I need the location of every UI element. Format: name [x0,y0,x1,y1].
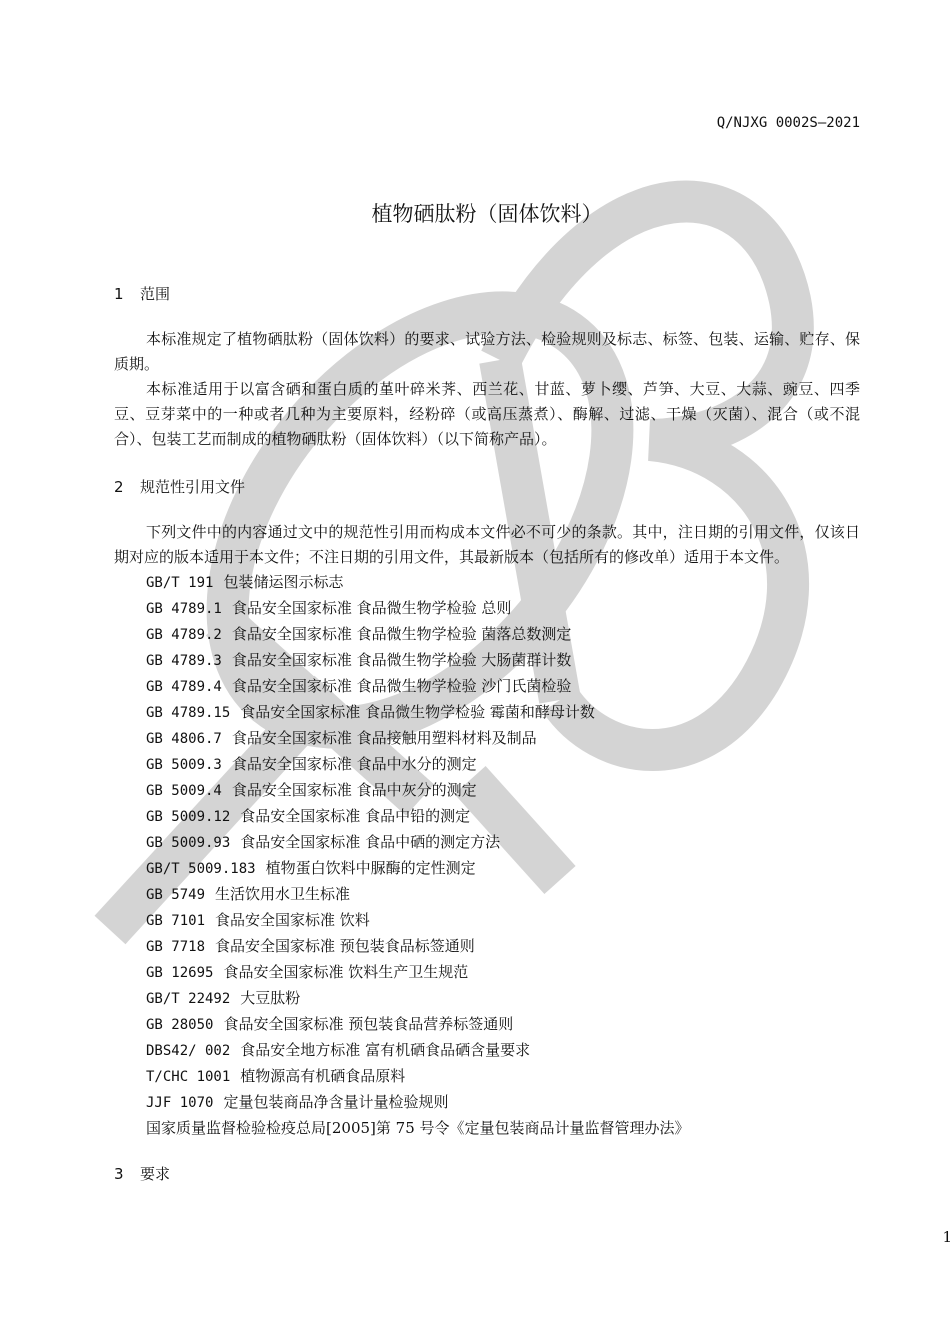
reference-code: GB 7101 [146,913,206,929]
reference-code: GB 5009.4 [146,783,222,799]
standard-code: Q/NJXG 0002S—2021 [716,115,860,131]
reference-code: GB 5009.12 [146,809,231,825]
reference-title: 食品安全地方标准 富有机硒食品硒含量要求 [240,1041,531,1059]
reference-code: GB 4789.1 [146,601,222,617]
section-2-paragraph-1: 下列文件中的内容通过文中的规范性引用而构成本文件必不可少的条款。其中，注日期的引用文件，仅该日期对应的版本适用于本文件；不注日期的引用文件，其最新版本（包括所有的修改单）适用于本文件。 [114,523,860,566]
reference-item [146,752,860,778]
reference-title: 生活饮用水卫生标准 [215,885,351,903]
reference-code: GB 4789.15 [146,705,231,721]
reference-code: GB 4789.2 [146,627,222,643]
reference-title: 食品安全国家标准 食品微生物学检验 大肠菌群计数 [231,651,572,669]
reference-title: 大豆肽粉 [240,989,301,1007]
reference-item [146,570,860,596]
section-2-heading: 2 规范性引用文件 [114,478,246,496]
section-3-heading: 3 要求 [114,1165,171,1183]
reference-code: GB 12695 [146,965,214,981]
reference-code: GB 5009.3 [146,757,222,773]
reference-item [146,1116,860,1141]
reference-title: 食品安全国家标准 预包装食品营养标签通则 [223,1015,514,1033]
reference-code: GB/T 22492 [146,991,231,1007]
page-number: 1 [942,1228,952,1246]
reference-title: 国家质量监督检验检疫总局[2005]第 75 号令《定量包装商品计量监督管理办法》 [146,1119,690,1137]
reference-item [146,986,860,1012]
reference-code: GB/T 191 [146,575,214,591]
reference-code: GB 4789.4 [146,679,222,695]
reference-item [146,1012,860,1038]
reference-item [146,596,860,622]
reference-title: 食品安全国家标准 预包装食品标签通则 [215,937,475,955]
reference-item [146,908,860,934]
document-title: 植物硒肽粉（固体饮料） [371,202,603,226]
reference-title: 食品安全国家标准 食品微生物学检验 菌落总数测定 [231,625,572,643]
reference-item [146,622,860,648]
reference-item [146,726,860,752]
reference-code: GB 5749 [146,887,206,903]
reference-title: 食品安全国家标准 食品微生物学检验 霉菌和酵母计数 [240,703,595,721]
reference-item [146,856,860,882]
reference-item [146,960,860,986]
reference-code: DBS42/ 002 [146,1043,231,1059]
reference-code: GB 5009.93 [146,835,231,851]
reference-title: 食品安全国家标准 食品中灰分的测定 [231,781,477,799]
reference-code: T/CHC 1001 [146,1069,231,1085]
reference-title: 食品安全国家标准 食品中铅的测定 [240,807,471,825]
reference-title: 植物源高有机硒食品原料 [240,1067,406,1085]
section-1-paragraph-2: 本标准适用于以富含硒和蛋白质的堇叶碎米荠、西兰花、甘蓝、萝卜缨、芦笋、大豆、大蒜、豌豆、四季豆、豆芽菜中的一种或者几种为主要原料，经粉碎（或高压蒸煮）、酶解、过滤、干燥（灭菌）、混合（或不混合）、包装工艺而制成的植物硒肽粉（固体饮料）（以下简称产品）。 [114,380,860,448]
reference-code: GB 4806.7 [146,731,222,747]
reference-item [146,1090,860,1116]
reference-item [146,648,860,674]
reference-list [114,570,860,1141]
reference-item [146,778,860,804]
reference-code: GB/T 5009.183 [146,861,256,877]
reference-item [146,1064,860,1090]
section-1-paragraph-1: 本标准规定了植物硒肽粉（固体饮料）的要求、试验方法、检验规则及标志、标签、包装、运输、贮存、保质期。 [114,330,860,373]
reference-title: 定量包装商品净含量计量检验规则 [223,1093,449,1111]
section-1-heading: 1 范围 [114,285,171,303]
reference-code: GB 4789.3 [146,653,222,669]
reference-title: 食品安全国家标准 食品接触用塑料材料及制品 [231,729,537,747]
reference-item [146,1038,860,1064]
reference-code: GB 7718 [146,939,206,955]
reference-title: 食品安全国家标准 食品微生物学检验 总则 [231,599,512,617]
reference-item [146,700,860,726]
reference-title: 包装储运图示标志 [223,573,344,591]
reference-item [146,934,860,960]
reference-item [146,882,860,908]
reference-title: 食品安全国家标准 饮料生产卫生规范 [223,963,469,981]
reference-code: GB 28050 [146,1017,214,1033]
reference-item [146,804,860,830]
reference-code: JJF 1070 [146,1095,214,1111]
reference-title: 食品安全国家标准 食品中硒的测定方法 [240,833,501,851]
reference-item [146,830,860,856]
reference-title: 食品安全国家标准 饮料 [215,911,370,929]
reference-title: 植物蛋白饮料中脲酶的定性测定 [265,859,476,877]
reference-title: 食品安全国家标准 食品微生物学检验 沙门氏菌检验 [231,677,572,695]
reference-item [146,674,860,700]
reference-title: 食品安全国家标准 食品中水分的测定 [231,755,477,773]
